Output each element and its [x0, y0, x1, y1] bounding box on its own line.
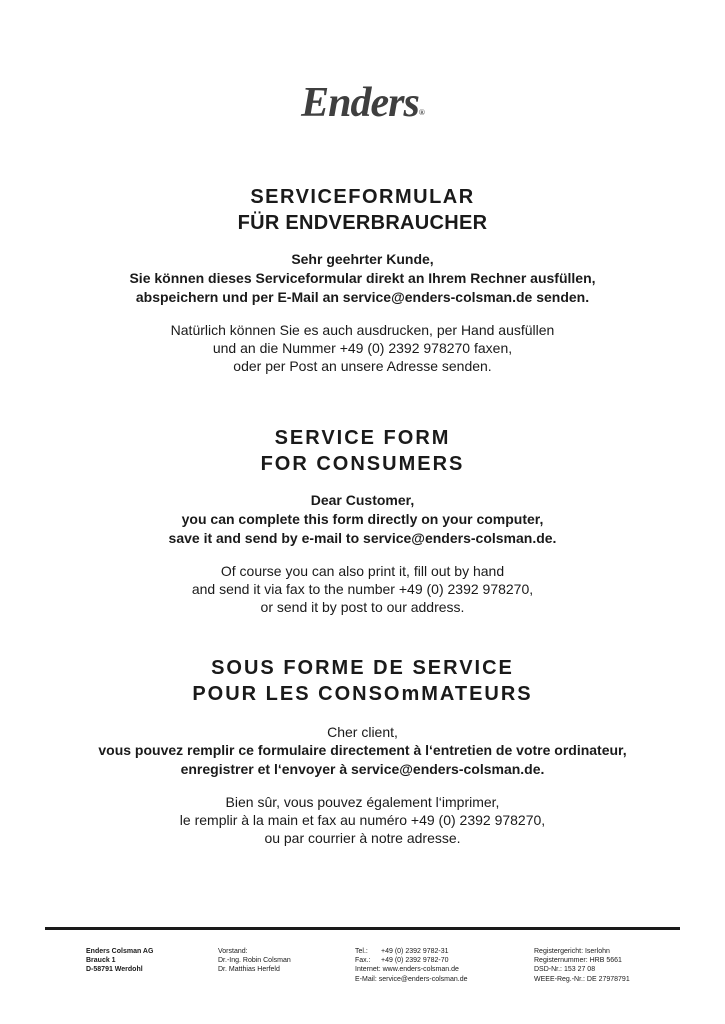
heading-line: FÜR ENDVERBRAUCHER: [237, 212, 488, 234]
text-line: you can complete this form directly on your computer,: [181, 511, 544, 527]
footer-board: [218, 947, 291, 975]
text-line: Dear Customer,: [310, 492, 415, 508]
footer-contact: [355, 947, 468, 984]
text-line: Sehr geehrter Kunde,: [291, 251, 434, 267]
footer-line: Registernummer: HRB 5661: [534, 957, 622, 965]
intro-bold-english: [0, 491, 725, 548]
text-line: enregistrer et l‘envoyer à service@enders-colsman.de.: [180, 761, 545, 777]
text-line: or send it by post to our address.: [260, 599, 465, 615]
text-line: le remplir à la main et fax au numéro +49 (0) 2392 978270,: [179, 812, 546, 828]
text-line: ou par courrier à notre adresse.: [264, 830, 461, 846]
fax-number: +49 (0) 2392 9782-70: [381, 957, 449, 965]
heading-french: [0, 655, 725, 707]
intro-normal-french: [0, 793, 725, 847]
section-english: [0, 425, 725, 616]
logo-text: Enders: [301, 80, 419, 126]
footer-line: Brauck 1: [86, 957, 116, 965]
fax-label: Fax.:: [355, 957, 371, 965]
intro-normal-german: [0, 321, 725, 375]
footer-line: Enders Colsman AG: [86, 948, 154, 955]
text-line: Cher client,: [327, 724, 398, 740]
text-line: Natürlich können Sie es auch ausdrucken, per Hand ausfüllen: [170, 322, 555, 338]
text-line: save it and send by e-mail to service@enders-colsman.de.: [168, 530, 557, 546]
section-german: [0, 184, 725, 375]
phone-number: +49 (0) 2392 9782-31: [381, 948, 449, 955]
text-line: und an die Nummer +49 (0) 2392 978270 faxen,: [212, 340, 513, 356]
footer-line: WEEE-Reg.-Nr.: DE 27978791: [534, 975, 630, 983]
footer-line: Registergericht: Iserlohn: [534, 948, 610, 955]
heading-line: POUR LES CONSOmMATEURS: [192, 683, 533, 705]
heading-line: SERVICE FORM: [274, 427, 451, 449]
phone-label: Tel.:: [355, 948, 368, 955]
heading-line: SERVICEFORMULAR: [250, 186, 475, 208]
heading-english: [0, 425, 725, 477]
text-line: Sie können dieses Serviceformular direkt an Ihrem Rechner ausfüllen,: [129, 270, 596, 286]
footer-registry: [534, 947, 630, 984]
footer-email: E-Mail: service@enders-colsman.de: [355, 975, 468, 983]
heading-line: FOR CONSUMERS: [260, 453, 465, 475]
intro-normal-english: [0, 562, 725, 616]
intro-greeting-french: [0, 723, 725, 741]
heading-line: SOUS FORME DE SERVICE: [211, 657, 514, 679]
text-line: abspeichern und per E-Mail an service@enders-colsman.de senden.: [135, 289, 590, 305]
text-line: Bien sûr, vous pouvez également l‘imprimer,: [225, 794, 500, 810]
footer-line: Dr.-Ing. Robin Colsman: [218, 957, 291, 965]
intro-bold-german: [0, 250, 725, 307]
footer-divider: [45, 927, 680, 930]
footer-line: Dr. Matthias Herfeld: [218, 966, 280, 974]
enders-logo: [0, 80, 725, 126]
text-line: oder per Post an unsere Adresse senden.: [233, 358, 492, 374]
intro-bold-french: [0, 741, 725, 779]
registered-mark: ®: [418, 108, 424, 117]
text-line: vous pouvez remplir ce formulaire directement à l‘entretien de votre ordinateur,: [98, 742, 627, 758]
footer-fax-row: [355, 956, 468, 965]
footer-line: DSD-Nr.: 153 27 08: [534, 966, 596, 974]
section-french: [0, 655, 725, 847]
text-line: Of course you can also print it, fill out by hand: [220, 563, 505, 579]
footer-line: Vorstand:: [218, 948, 248, 955]
text-line: and send it via fax to the number +49 (0) 2392 978270,: [191, 581, 534, 597]
footer-company: [86, 947, 153, 975]
footer-phone-row: [355, 947, 468, 956]
heading-german: [0, 184, 725, 236]
footer-internet: Internet: www.enders-colsman.de: [355, 966, 459, 974]
footer-line: D-58791 Werdohl: [86, 966, 143, 974]
